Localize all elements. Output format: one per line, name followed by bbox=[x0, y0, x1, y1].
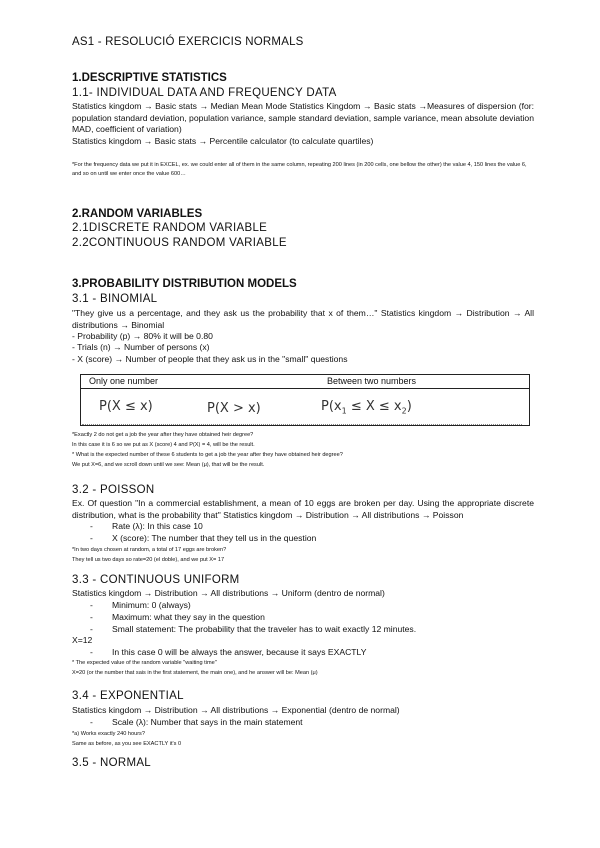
note-exponential-2: Same as before, as you see EXACTLY it's 0 bbox=[72, 741, 182, 747]
formula-less-equal: P(X ≤ x) bbox=[99, 399, 153, 414]
bullet-minimum: - Minimum: 0 (always) bbox=[90, 600, 191, 610]
document-title: AS1 - RESOLUCIÓ EXERCICIS NORMALS bbox=[72, 36, 304, 48]
subheading-binomial: 3.1 - BINOMIAL bbox=[72, 293, 158, 305]
subheading-individual-data: 1.1- INDIVIDUAL DATA AND FREQUENCY DATA bbox=[72, 87, 337, 99]
subheading-poisson: 3.2 - POISSON bbox=[72, 484, 155, 496]
subheading-continuous: 2.2CONTINUOUS RANDOM VARIABLE bbox=[72, 237, 287, 249]
bullet-rate: - Rate (λ): In this case 10 bbox=[90, 521, 203, 531]
note-uniform-2: X=20 (or the number that sais in the first statement, the main one), and he answer will be: Mean (μ) bbox=[72, 670, 318, 676]
paragraph-binomial: "They give us a percentage, and they ask us the probability that x of them…" Statistics kingdom → Distribution → All distributions → Binomial bbox=[72, 308, 534, 330]
bullet-maximum: - Maximum: what they say in the question bbox=[90, 612, 265, 622]
subheading-normal: 3.5 - NORMAL bbox=[72, 757, 152, 769]
probability-formula-table bbox=[80, 374, 530, 426]
paragraph-uniform: Statistics kingdom → Distribution → All distributions → Uniform (dentro de normal) bbox=[72, 588, 385, 598]
formula-greater: P(X > x) bbox=[207, 401, 261, 416]
formula-table-header bbox=[81, 375, 529, 389]
header-only-one-number: Only one number bbox=[89, 376, 159, 386]
note-binomial-3: * What is the expected number of these 6 students to get a job the year after they have obtained heir degree? bbox=[72, 452, 343, 458]
subheading-uniform: 3.3 - CONTINUOUS UNIFORM bbox=[72, 574, 240, 586]
bullet-scale: - Scale (λ): Number that says in the main statement bbox=[90, 717, 303, 727]
bullet-exactly: - In this case 0 will be always the answer, because it says EXACTLY bbox=[90, 647, 367, 657]
section-heading-distribution-models: 3.PROBABILITY DISTRIBUTION MODELS bbox=[72, 278, 297, 290]
cropped-line-divider bbox=[82, 424, 522, 428]
note-poisson-1: *In two days chosen at random, a total of 17 eggs are broken? bbox=[72, 547, 227, 553]
note-binomial-1: *Exactly 2 do not get a job the year after they have obtained heir degree? bbox=[72, 432, 254, 438]
note-binomial-4: We put X=6, and we scroll down until we see: Mean (μ), that will be the result. bbox=[72, 462, 265, 468]
line-score: - X (score) → Number of people that they ask us in the "small" questions bbox=[72, 354, 348, 364]
note-uniform-1: * The expected value of the random variable "waiting time" bbox=[72, 660, 217, 666]
subheading-discrete: 2.1DISCRETE RANDOM VARIABLE bbox=[72, 222, 268, 234]
subheading-exponential: 3.4 - EXPONENTIAL bbox=[72, 690, 184, 702]
paragraph-basic-stats: Statistics kingdom → Basic stats → Median Mean Mode Statistics Kingdom → Basic stats →Measures of dispersion (for: population standard deviation, population variance, sample standard deviation, sample variance, mean absolute deviation MAD, coefficient of variation) bbox=[72, 101, 534, 134]
header-between-two-numbers: Between two numbers bbox=[327, 376, 417, 386]
note-poisson-2: They tell us two days so rate=20 (el doble), and we put X= 17 bbox=[72, 557, 225, 563]
paragraph-exponential: Statistics kingdom → Distribution → All distributions → Exponential (dentro de normal) bbox=[72, 705, 400, 715]
section-heading-descriptive: 1.DESCRIPTIVE STATISTICS bbox=[72, 72, 227, 84]
paragraph-percentile: Statistics kingdom → Basic stats → Percentile calculator (to calculate quartiles) bbox=[72, 136, 374, 146]
line-probability: - Probability (p) → 80% it will be 0.80 bbox=[72, 331, 213, 341]
section-heading-random-variables: 2.RANDOM VARIABLES bbox=[72, 208, 203, 220]
formula-between: $P(x_1 \le X \le x_2)$ bbox=[321, 399, 412, 416]
paragraph-poisson: Ex. Of question "In a commercial establishment, a mean of 10 eggs are broken per day. Using the appropriate discrete distribution, what is the probability that" Statistics kingdom → Distribution → All distributions → Poisson bbox=[72, 498, 534, 520]
note-binomial-2: In this case it is 6 so we put as X (score) 4 and P(X) = 4, will be the result. bbox=[72, 442, 255, 448]
note-frequency-data: *For the frequency data we put it in EXCEL, ex. we could enter all of them in the same column, repeating 200 lines (in 200 cells, one bellow the other) the value 4, 150 lines the value 6, and so on until we enter once the value 600… bbox=[72, 162, 527, 177]
note-exponential-1: *a) Works exactly 240 hours? bbox=[72, 731, 145, 737]
bullet-score: - X (score): The number that they tell us in the question bbox=[90, 533, 317, 543]
bullet-small-statement: - Small statement: The probability that the traveler has to wait exactly 12 minutes. bbox=[90, 624, 417, 634]
line-x-equals-12: X=12 bbox=[72, 635, 93, 645]
line-trials: - Trials (n) → Number of persons (x) bbox=[72, 342, 210, 352]
